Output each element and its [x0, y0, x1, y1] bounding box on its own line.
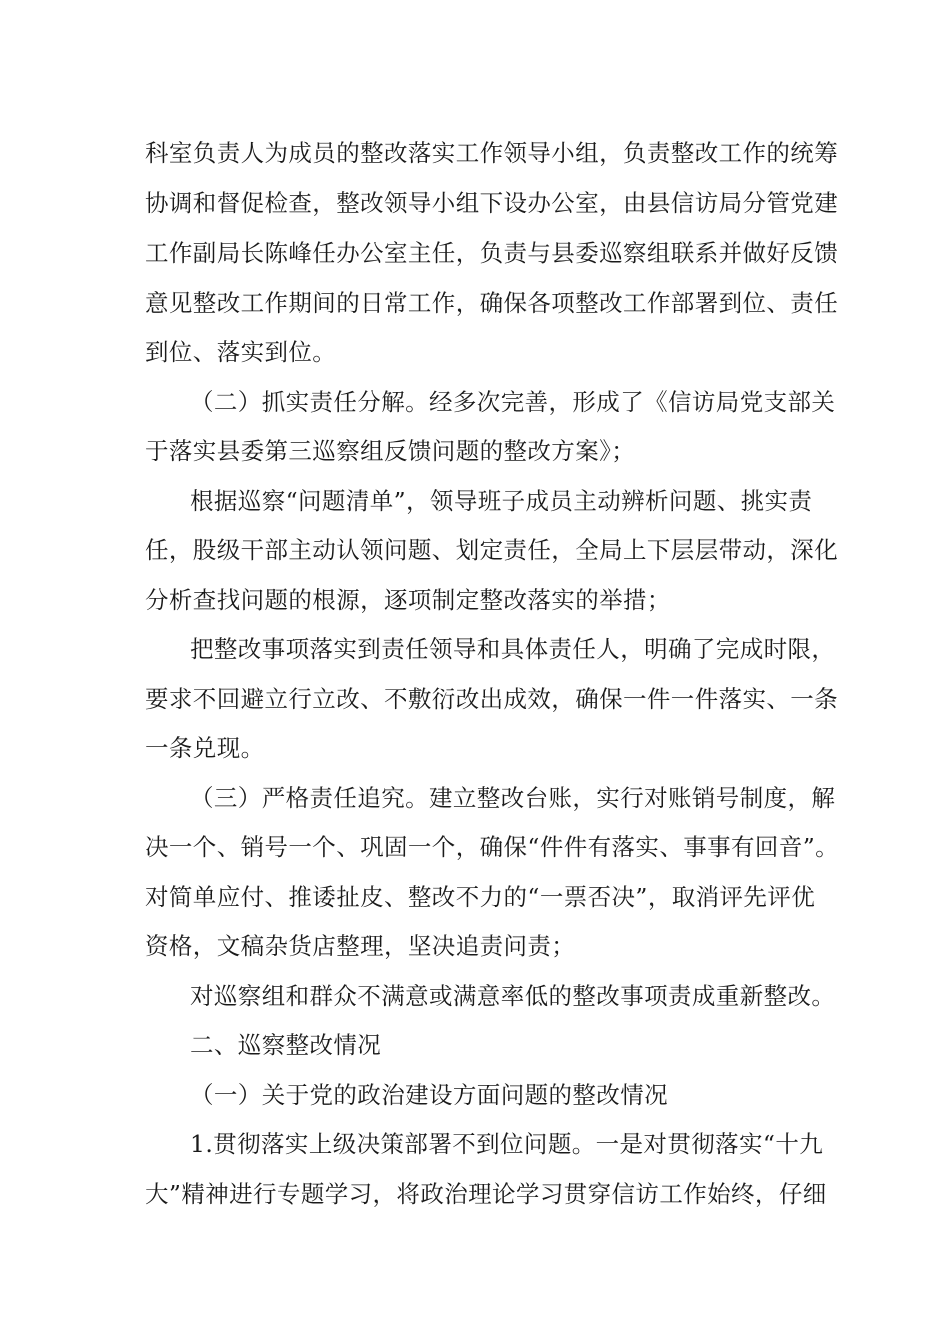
text-line: 决一个、销号一个、巩固一个，确保“件件有落实、事事有回音”。: [145, 833, 840, 861]
text-line: 任，股级干部主动认领问题、划定责任，全局上下层层带动，深化: [145, 536, 839, 564]
text-line: 分析查找问题的根源，逐项制定整改落实的举措；: [145, 586, 671, 614]
text-line: （三）严格责任追究。建立整改台账，实行对账销号制度，解: [190, 784, 836, 812]
text-line: 资格，文稿杂货店整理，坚决追责问责；: [145, 932, 576, 960]
text-line: 大”精神进行专题学习，将政治理论学习贯穿信访工作始终，仔细: [145, 1180, 827, 1208]
text-line: 工作副局长陈峰任办公室主任，负责与县委巡察组联系并做好反馈: [145, 239, 839, 267]
text-line: 意见整改工作期间的日常工作，确保各项整改工作部署到位、责任: [145, 289, 839, 317]
text-line: 对巡察组和群众不满意或满意率低的整改事项责成重新整改。: [190, 982, 836, 1010]
text-line: 科室负责人为成员的整改落实工作领导小组，负责整改工作的统筹: [145, 139, 839, 167]
text-line: 要求不回避立行立改、不敷衍改出成效，确保一件一件落实、一条: [145, 685, 839, 713]
text-line: 到位、落实到位。: [145, 338, 337, 366]
text-line: （二）抓实责任分解。经多次完善，形成了《信访局党支部关: [190, 388, 836, 416]
subsection-heading: （一）关于党的政治建设方面问题的整改情况: [190, 1081, 668, 1109]
section-heading: 二、巡察整改情况: [190, 1031, 382, 1059]
text-line: 1.贯彻落实上级决策部署不到位问题。一是对贯彻落实“十九: [190, 1130, 824, 1158]
text-line: 一条兑现。: [145, 734, 265, 762]
text-line: 协调和督促检查，整改领导小组下设办公室，由县信访局分管党建: [145, 189, 839, 217]
text-line: 对简单应付、推诿扯皮、整改不力的“一票否决”，取消评先评优: [145, 883, 816, 911]
text-line: 根据巡察“问题清单”，领导班子成员主动辨析问题、挑实责: [190, 487, 813, 515]
text-line: 于落实县委第三巡察组反馈问题的整改方案》；: [145, 437, 636, 465]
text-line: 把整改事项落实到责任领导和具体责任人，明确了完成时限，: [190, 635, 836, 663]
